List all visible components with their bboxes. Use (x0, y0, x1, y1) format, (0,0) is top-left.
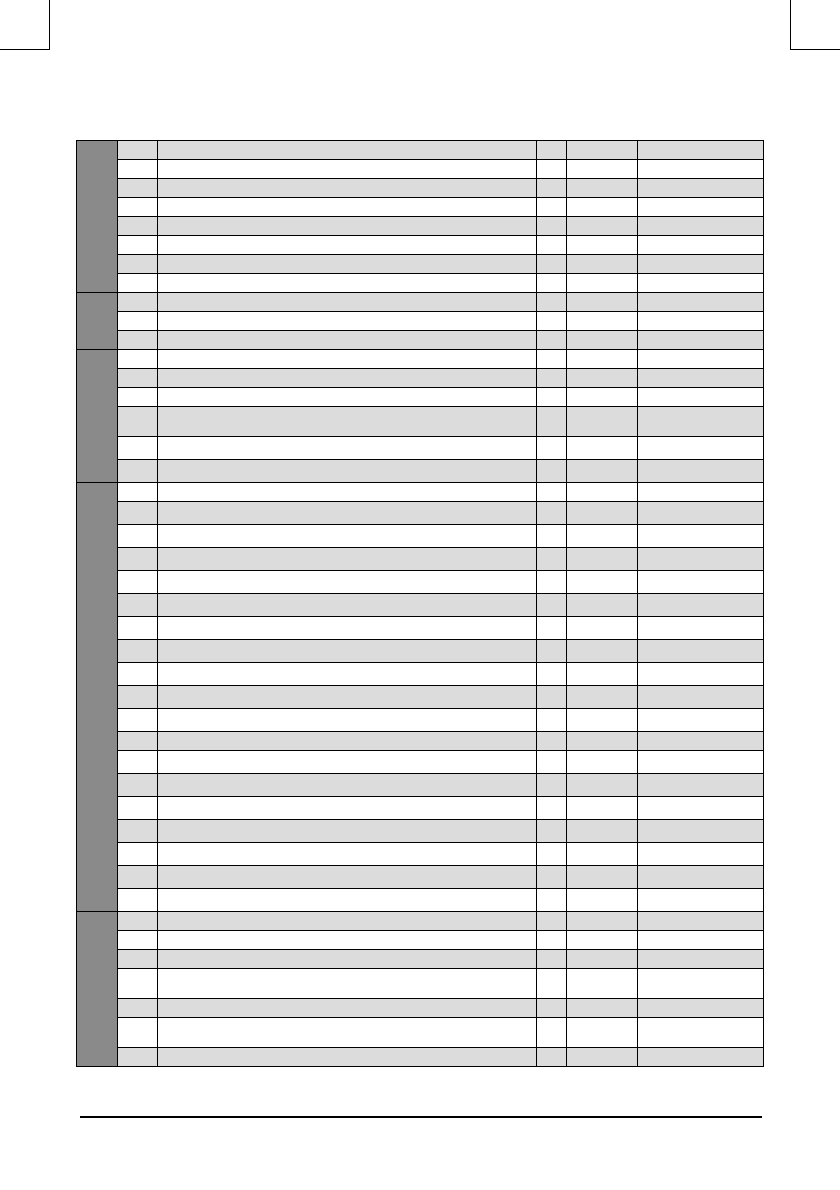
table-cell (118, 548, 158, 571)
table-cell (638, 548, 764, 571)
table-row (77, 548, 764, 571)
table-row (77, 640, 764, 663)
group-label-cell (77, 483, 118, 912)
table-cell (158, 502, 537, 525)
table-cell (158, 460, 537, 483)
table-cell (537, 686, 567, 709)
group-label-cell (77, 141, 118, 293)
table-cell (537, 331, 567, 350)
group-label-cell (77, 350, 118, 483)
table-cell (537, 407, 567, 437)
table-cell (158, 774, 537, 797)
table-row (77, 525, 764, 548)
table-cell (567, 141, 638, 160)
table-cell (118, 483, 158, 502)
table-cell (158, 483, 537, 502)
table-cell (537, 350, 567, 369)
table-row (77, 571, 764, 594)
table-cell (158, 350, 537, 369)
table-cell (158, 407, 537, 437)
table-cell (638, 709, 764, 732)
table-row (77, 293, 764, 312)
table-cell (638, 663, 764, 686)
table-cell (537, 640, 567, 663)
table-cell (158, 525, 537, 548)
table-cell (567, 255, 638, 274)
table-row (77, 160, 764, 179)
table-cell (567, 663, 638, 686)
table-cell (567, 617, 638, 640)
table-cell (158, 617, 537, 640)
table-cell (118, 141, 158, 160)
table-row (77, 709, 764, 732)
table-row (77, 843, 764, 866)
table-cell (537, 502, 567, 525)
table-cell (158, 1018, 537, 1048)
table-cell (118, 999, 158, 1018)
table-cell (567, 350, 638, 369)
table-row (77, 460, 764, 483)
table-cell (638, 732, 764, 751)
table-cell (567, 732, 638, 751)
table-row (77, 774, 764, 797)
table-cell (567, 160, 638, 179)
table-cell (638, 312, 764, 331)
table-cell (158, 709, 537, 732)
table-cell (158, 331, 537, 350)
table-cell (118, 640, 158, 663)
table-cell (567, 502, 638, 525)
table-row (77, 1048, 764, 1067)
table-cell (567, 686, 638, 709)
table-cell (567, 1018, 638, 1048)
table-cell (638, 388, 764, 407)
table-row (77, 797, 764, 820)
table-cell (118, 931, 158, 950)
table-cell (567, 866, 638, 889)
table-row (77, 889, 764, 912)
table-cell (158, 843, 537, 866)
table-cell (567, 640, 638, 663)
table-cell (537, 236, 567, 255)
table-cell (567, 293, 638, 312)
table-row (77, 1018, 764, 1048)
table-cell (118, 331, 158, 350)
table-cell (158, 950, 537, 969)
table-cell (638, 797, 764, 820)
table-cell (118, 594, 158, 617)
table-cell (567, 217, 638, 236)
table-cell (158, 686, 537, 709)
table-cell (567, 548, 638, 571)
table-cell (537, 663, 567, 686)
table-row (77, 179, 764, 198)
table-row (77, 820, 764, 843)
table-row (77, 141, 764, 160)
table-cell (567, 525, 638, 548)
table-cell (158, 548, 537, 571)
table-cell (638, 179, 764, 198)
table-cell (567, 969, 638, 999)
table-cell (537, 912, 567, 931)
table-cell (638, 617, 764, 640)
table-cell (537, 931, 567, 950)
table-cell (158, 437, 537, 460)
table-cell (537, 950, 567, 969)
table-cell (158, 160, 537, 179)
table-cell (158, 866, 537, 889)
table-cell (158, 820, 537, 843)
table-row (77, 663, 764, 686)
table-cell (638, 369, 764, 388)
table-cell (638, 217, 764, 236)
table-row (77, 388, 764, 407)
table-cell (537, 843, 567, 866)
table-cell (118, 350, 158, 369)
table-cell (537, 460, 567, 483)
table-cell (567, 999, 638, 1018)
table-row (77, 732, 764, 751)
table-cell (158, 571, 537, 594)
table-row (77, 369, 764, 388)
table-cell (118, 369, 158, 388)
table-cell (158, 369, 537, 388)
table-cell (158, 640, 537, 663)
table-row (77, 686, 764, 709)
table-cell (537, 274, 567, 293)
crop-mark-top-right-horizontal (790, 49, 840, 50)
data-table-container (76, 140, 763, 1067)
table-cell (638, 525, 764, 548)
table-cell (567, 198, 638, 217)
table-row (77, 483, 764, 502)
table-cell (638, 331, 764, 350)
table-cell (567, 460, 638, 483)
table-cell (158, 198, 537, 217)
table-cell (118, 179, 158, 198)
table-cell (158, 255, 537, 274)
table-cell (537, 217, 567, 236)
table-cell (638, 594, 764, 617)
table-row (77, 912, 764, 931)
table-cell (158, 1048, 537, 1067)
table-cell (638, 686, 764, 709)
table-cell (537, 525, 567, 548)
table-cell (567, 388, 638, 407)
table-cell (638, 437, 764, 460)
table-cell (537, 141, 567, 160)
table-cell (638, 255, 764, 274)
table-cell (638, 889, 764, 912)
table-cell (638, 198, 764, 217)
table-cell (118, 912, 158, 931)
table-cell (638, 912, 764, 931)
table-cell (537, 594, 567, 617)
table-cell (118, 709, 158, 732)
table-cell (567, 407, 638, 437)
table-cell (537, 866, 567, 889)
table-cell (118, 502, 158, 525)
table-cell (537, 255, 567, 274)
table-cell (567, 594, 638, 617)
table-cell (158, 889, 537, 912)
table-cell (638, 843, 764, 866)
table-row (77, 751, 764, 774)
table-body (77, 141, 764, 1067)
table-cell (158, 912, 537, 931)
table-cell (537, 797, 567, 820)
table-cell (537, 889, 567, 912)
table-cell (118, 525, 158, 548)
table-cell (638, 502, 764, 525)
table-cell (118, 889, 158, 912)
table-cell (567, 912, 638, 931)
table-cell (158, 312, 537, 331)
table-row (77, 236, 764, 255)
table-cell (537, 774, 567, 797)
table-cell (537, 179, 567, 198)
table-cell (118, 407, 158, 437)
table-cell (158, 274, 537, 293)
table-cell (118, 1018, 158, 1048)
table-cell (118, 388, 158, 407)
table-cell (638, 969, 764, 999)
table-cell (567, 774, 638, 797)
table-cell (537, 437, 567, 460)
table-cell (567, 889, 638, 912)
table-row (77, 969, 764, 999)
table-cell (537, 969, 567, 999)
table-cell (638, 160, 764, 179)
table-cell (537, 483, 567, 502)
table-row (77, 594, 764, 617)
table-cell (158, 969, 537, 999)
table-cell (567, 312, 638, 331)
table-cell (158, 732, 537, 751)
table-cell (158, 236, 537, 255)
table-cell (567, 179, 638, 198)
table-cell (158, 179, 537, 198)
table-cell (638, 460, 764, 483)
table-cell (567, 571, 638, 594)
table-cell (118, 274, 158, 293)
table-cell (158, 931, 537, 950)
table-cell (567, 236, 638, 255)
table-cell (537, 732, 567, 751)
table-cell (118, 732, 158, 751)
table-cell (537, 820, 567, 843)
table-cell (118, 950, 158, 969)
table-cell (638, 774, 764, 797)
table-cell (158, 217, 537, 236)
table-row (77, 617, 764, 640)
table-cell (537, 617, 567, 640)
table-cell (158, 594, 537, 617)
footer-rule (80, 1116, 762, 1118)
table-row (77, 217, 764, 236)
table-cell (118, 160, 158, 179)
table-cell (118, 217, 158, 236)
table-cell (118, 571, 158, 594)
group-label-cell (77, 293, 118, 350)
crop-mark-top-left-vertical (49, 0, 50, 50)
data-table (76, 140, 764, 1067)
table-row (77, 255, 764, 274)
table-cell (158, 797, 537, 820)
table-row (77, 950, 764, 969)
table-cell (118, 460, 158, 483)
table-cell (567, 331, 638, 350)
table-cell (118, 437, 158, 460)
table-cell (567, 950, 638, 969)
table-cell (118, 820, 158, 843)
table-cell (567, 483, 638, 502)
table-row (77, 350, 764, 369)
table-cell (537, 198, 567, 217)
table-cell (118, 312, 158, 331)
table-row (77, 866, 764, 889)
table-cell (118, 797, 158, 820)
table-cell (118, 686, 158, 709)
table-cell (638, 1018, 764, 1048)
table-row (77, 198, 764, 217)
table-cell (118, 617, 158, 640)
table-cell (638, 293, 764, 312)
table-cell (638, 999, 764, 1018)
table-cell (537, 999, 567, 1018)
table-cell (118, 843, 158, 866)
table-cell (118, 866, 158, 889)
table-cell (537, 369, 567, 388)
table-cell (537, 571, 567, 594)
table-cell (567, 931, 638, 950)
table-cell (567, 274, 638, 293)
table-cell (537, 388, 567, 407)
table-cell (638, 350, 764, 369)
table-row (77, 407, 764, 437)
table-cell (118, 236, 158, 255)
table-cell (118, 774, 158, 797)
table-cell (158, 141, 537, 160)
table-cell (118, 198, 158, 217)
table-cell (567, 843, 638, 866)
table-cell (158, 293, 537, 312)
table-row (77, 437, 764, 460)
table-cell (537, 1018, 567, 1048)
table-cell (638, 274, 764, 293)
table-cell (567, 709, 638, 732)
table-cell (567, 820, 638, 843)
table-cell (158, 388, 537, 407)
table-cell (537, 548, 567, 571)
table-cell (158, 751, 537, 774)
table-row (77, 312, 764, 331)
table-cell (638, 236, 764, 255)
table-cell (158, 999, 537, 1018)
group-label-cell (77, 912, 118, 1067)
table-row (77, 274, 764, 293)
table-cell (118, 255, 158, 274)
table-cell (118, 969, 158, 999)
table-cell (118, 293, 158, 312)
table-cell (567, 1048, 638, 1067)
table-cell (118, 1048, 158, 1067)
table-row (77, 331, 764, 350)
table-cell (638, 751, 764, 774)
table-cell (638, 1048, 764, 1067)
table-cell (638, 571, 764, 594)
table-cell (638, 483, 764, 502)
table-cell (567, 369, 638, 388)
table-cell (638, 407, 764, 437)
table-cell (118, 663, 158, 686)
table-cell (567, 437, 638, 460)
table-cell (638, 950, 764, 969)
table-cell (567, 751, 638, 774)
table-cell (638, 640, 764, 663)
table-cell (638, 141, 764, 160)
table-cell (638, 820, 764, 843)
crop-mark-top-right-vertical (790, 0, 791, 50)
table-cell (537, 751, 567, 774)
table-cell (638, 931, 764, 950)
crop-mark-top-left-horizontal (0, 49, 50, 50)
table-cell (537, 160, 567, 179)
table-cell (118, 751, 158, 774)
table-cell (537, 1048, 567, 1067)
table-cell (158, 663, 537, 686)
table-row (77, 999, 764, 1018)
table-cell (537, 709, 567, 732)
table-row (77, 502, 764, 525)
table-cell (638, 866, 764, 889)
table-row (77, 931, 764, 950)
table-cell (537, 293, 567, 312)
table-cell (537, 312, 567, 331)
table-cell (567, 797, 638, 820)
